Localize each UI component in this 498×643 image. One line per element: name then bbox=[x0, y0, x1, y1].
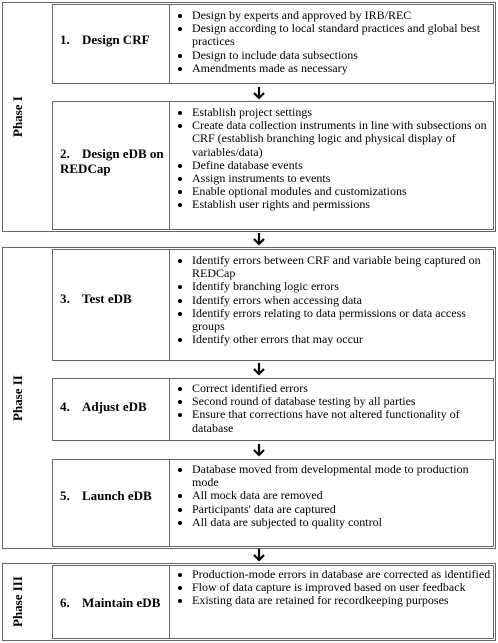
list-item: • Flow of data capture is improved based on user feedback bbox=[192, 581, 495, 594]
list-item: • Design to include data subsections bbox=[192, 49, 495, 62]
list-item: • Participants' data are captured bbox=[192, 503, 495, 516]
list-item: • Assign instruments to events bbox=[192, 172, 495, 185]
list-item: • Enable optional modules and customizations bbox=[192, 185, 495, 198]
list-item: • Design according to local standard practices and global best practices bbox=[192, 22, 495, 48]
list-item: • Correct identified errors bbox=[192, 382, 495, 395]
list-item: • Create data collection instruments in line with subsections on CRF (establish branching logic and physical display of variables/data) bbox=[192, 119, 495, 159]
list-item: • Identify errors between CRF and variable being captured on REDCap bbox=[192, 254, 495, 280]
list-item: • Database moved from developmental mode to production mode bbox=[192, 463, 495, 489]
step-5-title: 5. Launch eDB bbox=[60, 488, 152, 503]
step-4-list bbox=[170, 382, 495, 435]
phase-1-label: Phase I bbox=[10, 96, 25, 138]
down-arrow-icon bbox=[252, 232, 266, 246]
list-item: • Establish user rights and permissions bbox=[192, 198, 495, 211]
list-item: • Identify branching logic errors bbox=[192, 280, 495, 293]
list-item: • Design by experts and approved by IRB/REC bbox=[192, 9, 495, 22]
down-arrow-icon bbox=[252, 443, 266, 457]
list-item: • All mock data are removed bbox=[192, 489, 495, 502]
list-item: • Establish project settings bbox=[192, 106, 495, 119]
phase-2-label: Phase II bbox=[10, 375, 25, 421]
list-item: • Identify other errors that may occur bbox=[192, 333, 495, 346]
down-arrow-icon bbox=[252, 362, 266, 376]
list-item: • Identify errors when accessing data bbox=[192, 294, 495, 307]
step-3-title: 3. Test eDB bbox=[60, 291, 132, 306]
phase-3-label: Phase III bbox=[10, 576, 25, 628]
step-6-title: 6. Maintain eDB bbox=[60, 595, 161, 610]
step-4-title: 4. Adjust eDB bbox=[60, 399, 147, 414]
list-item: • Existing data are retained for recordkeeping purposes bbox=[192, 594, 495, 607]
list-item: • Amendments made as necessary bbox=[192, 62, 495, 75]
step-5-list bbox=[170, 463, 495, 529]
list-item: • Second round of database testing by all parties bbox=[192, 395, 495, 408]
list-item: • Production-mode errors in database are corrected as identified bbox=[192, 568, 495, 581]
list-item: • Define database events bbox=[192, 159, 495, 172]
step-2-title: 2. Design eDB on REDCap bbox=[60, 146, 164, 176]
step-1-list bbox=[170, 9, 495, 75]
down-arrow-icon bbox=[252, 548, 266, 562]
step-6-list bbox=[170, 568, 495, 608]
list-item: • Ensure that corrections have not altered functionality of database bbox=[192, 408, 495, 434]
down-arrow-icon bbox=[252, 86, 266, 100]
list-item: • Identify errors relating to data permissions or data access groups bbox=[192, 307, 495, 333]
list-item: • All data are subjected to quality control bbox=[192, 516, 495, 529]
step-1-title: 1. Design CRF bbox=[60, 32, 150, 47]
step-3-list bbox=[170, 254, 495, 346]
step-2-list bbox=[170, 106, 495, 212]
